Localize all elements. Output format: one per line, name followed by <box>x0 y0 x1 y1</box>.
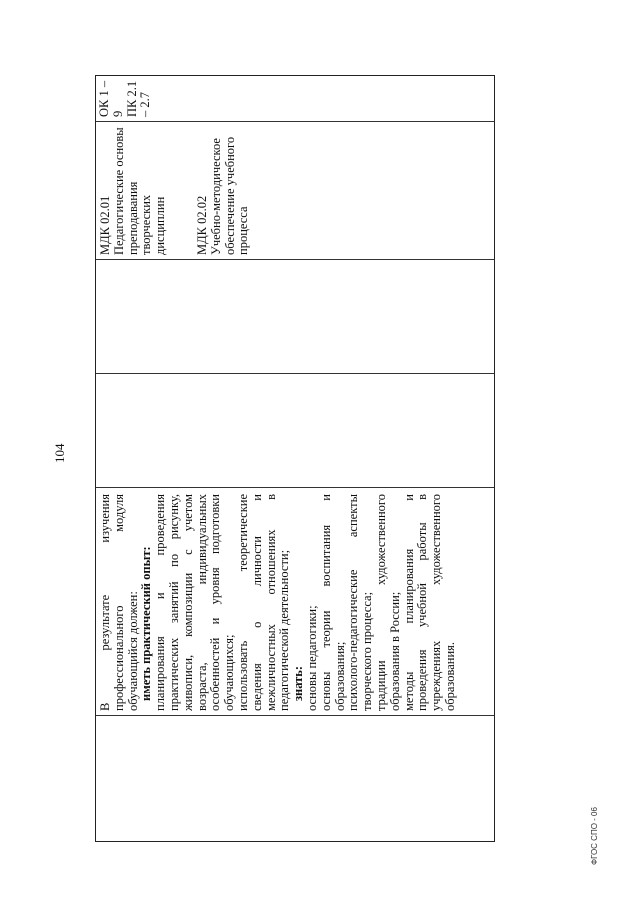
module-text-line: образования. <box>442 641 457 711</box>
module-text-line: живописи, композиции с учетом <box>180 494 195 711</box>
competency-code: ПК 2.1 – 2.7 <box>124 80 153 117</box>
module-text-line: иметь практический опыт: <box>139 546 154 701</box>
module-text-line: проведения учебной работы в <box>415 494 430 711</box>
module-text-line: В результате изучения <box>98 494 112 711</box>
module-text-line: межличностных отношениях в <box>263 494 278 711</box>
mdk-text-line: МДК 02.01 <box>98 195 112 255</box>
module-text-line: основы педагогики; <box>304 605 319 711</box>
module-text-line: традиции художественного <box>373 494 388 711</box>
class-hours-cell <box>96 259 494 373</box>
page-number: 104 <box>52 443 67 463</box>
module-text-line: обучающихся; <box>222 634 237 711</box>
max-hours-cell <box>96 373 494 487</box>
module-text-line: планирования и проведения <box>153 494 168 711</box>
index-cell <box>96 715 494 841</box>
mdk-cell <box>96 121 494 259</box>
module-text-line: методы планирования и <box>401 494 416 711</box>
module-text-line: творческого процесса; <box>360 591 375 711</box>
module-text-line: обучающийся должен: <box>125 591 140 711</box>
mdk-text-line <box>168 125 182 255</box>
mdk-text-line: Педагогические основы <box>111 127 126 255</box>
mdk-text-line <box>182 125 196 255</box>
module-text-line: психолого-педагогические аспекты <box>346 494 361 711</box>
competencies-cell <box>96 76 494 121</box>
module-text-line: особенностей и уровня подготовки <box>208 494 223 711</box>
mdk-text-line: обеспечение учебного <box>222 136 237 255</box>
module-text-line: основы теории воспитания и <box>318 494 333 711</box>
module-text-line: образования; <box>332 641 347 711</box>
module-text-line: практических занятий по рисунку, <box>166 494 181 711</box>
footer-standard-code: ФГОС СПО - 06 <box>590 807 599 865</box>
module-text-line: образования в России; <box>387 591 402 711</box>
module-text-line: учреждениях художественного <box>429 494 444 711</box>
curriculum-table <box>95 75 495 842</box>
mdk-text-line: процесса <box>236 206 251 255</box>
module-text-line: возраста, индивидуальных <box>194 494 209 711</box>
module-text-line: профессионального модуля <box>111 494 126 711</box>
module-requirements-cell <box>96 487 494 715</box>
mdk-text-line: МДК 02.02 <box>194 195 209 255</box>
mdk-text-line: дисциплин <box>153 196 168 255</box>
module-text-line: сведения о личности и <box>249 494 264 711</box>
mdk-text-line: преподавания творческих <box>125 181 154 255</box>
module-text-line: педагогической деятельности; <box>277 549 292 711</box>
competency-code: ОК 1 – 9 <box>97 80 125 117</box>
module-text-line: знать: <box>291 665 306 701</box>
mdk-text-line: Учебно-методическое <box>208 138 223 255</box>
module-text-line: использовать теоретические <box>235 494 250 711</box>
